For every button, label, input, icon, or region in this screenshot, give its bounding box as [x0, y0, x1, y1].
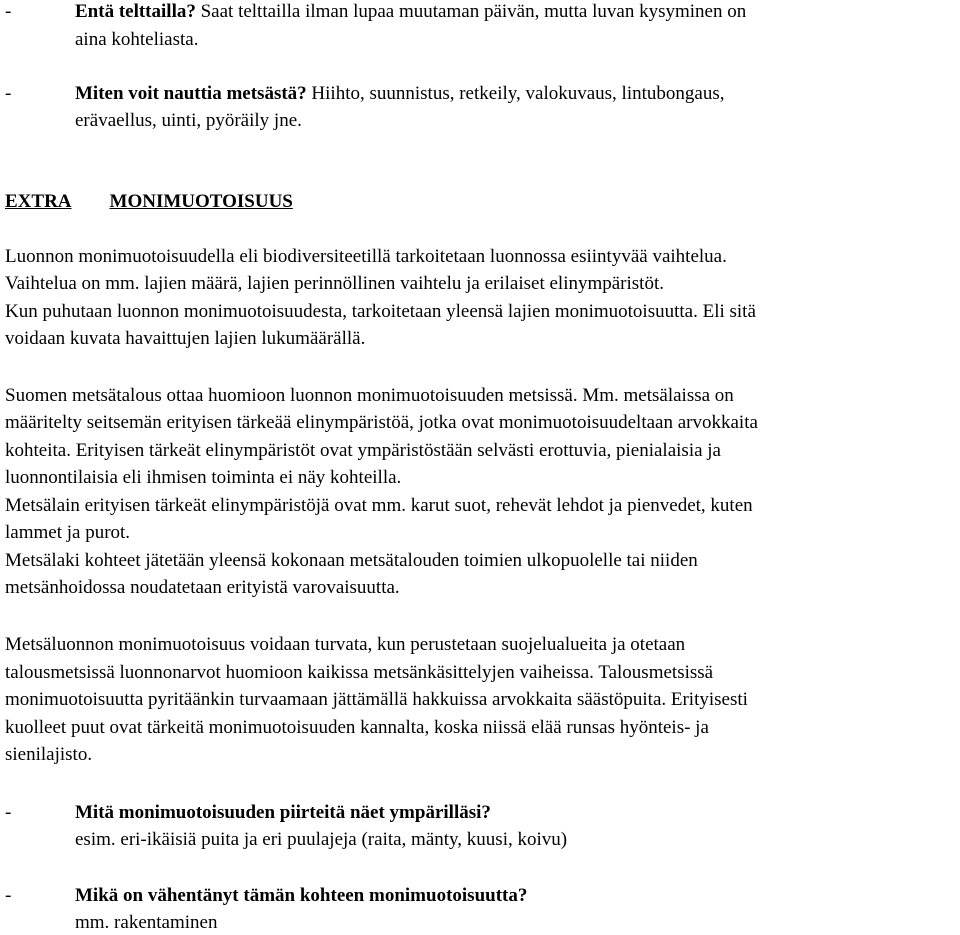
- paragraph-line: lammet ja purot.: [5, 522, 131, 543]
- heading-title: MONIMUOTOISUUS: [109, 191, 293, 212]
- paragraph-line: kohteita. Erityisen tärkeät elinympäristöt ovat ympäristöstään selvästi erottuvia, pienialaisia ja: [5, 440, 721, 461]
- paragraph-line: Suomen metsätalous ottaa huomioon luonnon monimuotoisuuden metsissä. Mm. metsälaissa on: [5, 385, 734, 406]
- paragraph-line: luonnontilaisia eli ihmisen toiminta ei näy kohteilla.: [5, 467, 402, 488]
- bullet-continuation: erävaellus, uinti, pyöräily jne.: [75, 110, 302, 131]
- bullet-text: Hiihto, suunnistus, retkeily, valokuvaus, lintubongaus,: [306, 83, 725, 104]
- paragraph-line: voidaan kuvata havaittujen lajien lukumäärällä.: [5, 328, 366, 349]
- paragraph-line: Vaihtelua on mm. lajien määrä, lajien perinnöllinen vaihtelu ja erilaiset elinympäristöt.: [5, 273, 664, 294]
- question-dash: -: [5, 802, 12, 823]
- intro-bullet-2: [75, 82, 724, 106]
- paragraph-line: metsänhoidossa noudatetaan erityistä varovaisuutta.: [5, 577, 400, 598]
- paragraph-line: Luonnon monimuotoisuudella eli biodiversiteetillä tarkoitetaan luonnossa esiintyvää vaihtelua.: [5, 246, 727, 267]
- question-text: Mikä on vähentänyt tämän kohteen monimuotoisuutta?: [75, 885, 528, 906]
- intro-bullet-1: [75, 0, 746, 24]
- section-heading: [5, 190, 293, 214]
- question-dash: -: [5, 885, 12, 906]
- paragraph-line: Metsäluonnon monimuotoisuus voidaan turvata, kun perustetaan suojelualueita ja otetaan: [5, 634, 686, 655]
- paragraph-line: Metsälain erityisen tärkeät elinympäristöjä ovat mm. karut suot, rehevät lehdot ja pienvedet, kuten: [5, 495, 753, 516]
- paragraph-line: Kun puhutaan luonnon monimuotoisuudesta, tarkoitetaan yleensä lajien monimuotoisuutta. Eli sitä: [5, 301, 756, 322]
- bullet-continuation: aina kohteliasta.: [75, 29, 199, 50]
- paragraph-line: Metsälaki kohteet jätetään yleensä kokonaan metsätalouden toimien ulkopuolelle tai niiden: [5, 550, 698, 571]
- question-text: Mitä monimuotoisuuden piirteitä näet ympärilläsi?: [75, 802, 491, 823]
- paragraph-line: määritelty seitsemän erityisen tärkeää elinympäristöä, jotka ovat monimuotoisuudeltaan arvokkaita: [5, 412, 758, 433]
- bullet-text: Saat telttailla ilman lupaa muutaman päivän, mutta luvan kysyminen on: [195, 1, 747, 22]
- paragraph-line: sienilajisto.: [5, 744, 93, 765]
- heading-extra: EXTRA: [5, 191, 72, 212]
- paragraph-line: talousmetsissä luonnonarvot huomioon kaikissa metsänkäsittelyjen vaiheissa. Talousmetsissä: [5, 662, 714, 683]
- paragraph-line: monimuotoisuutta pyritäänkin turvaamaan jättämällä hakkuissa arvokkaita säästöpuita. Erityisesti: [5, 689, 748, 710]
- paragraph-line: kuolleet puut ovat tärkeitä monimuotoisuuden kannalta, koska niissä elää runsas hyönteis- ja: [5, 717, 709, 738]
- bullet-dash: -: [5, 1, 12, 22]
- bullet-dash: -: [5, 83, 12, 104]
- answer-text: esim. eri-ikäisiä puita ja eri puulajeja (raita, mänty, kuusi, koivu): [75, 829, 568, 850]
- bullet-question: Miten voit nauttia metsästä?: [75, 83, 307, 104]
- answer-text: mm. rakentaminen: [75, 912, 218, 933]
- bullet-question: Entä telttailla?: [75, 1, 196, 22]
